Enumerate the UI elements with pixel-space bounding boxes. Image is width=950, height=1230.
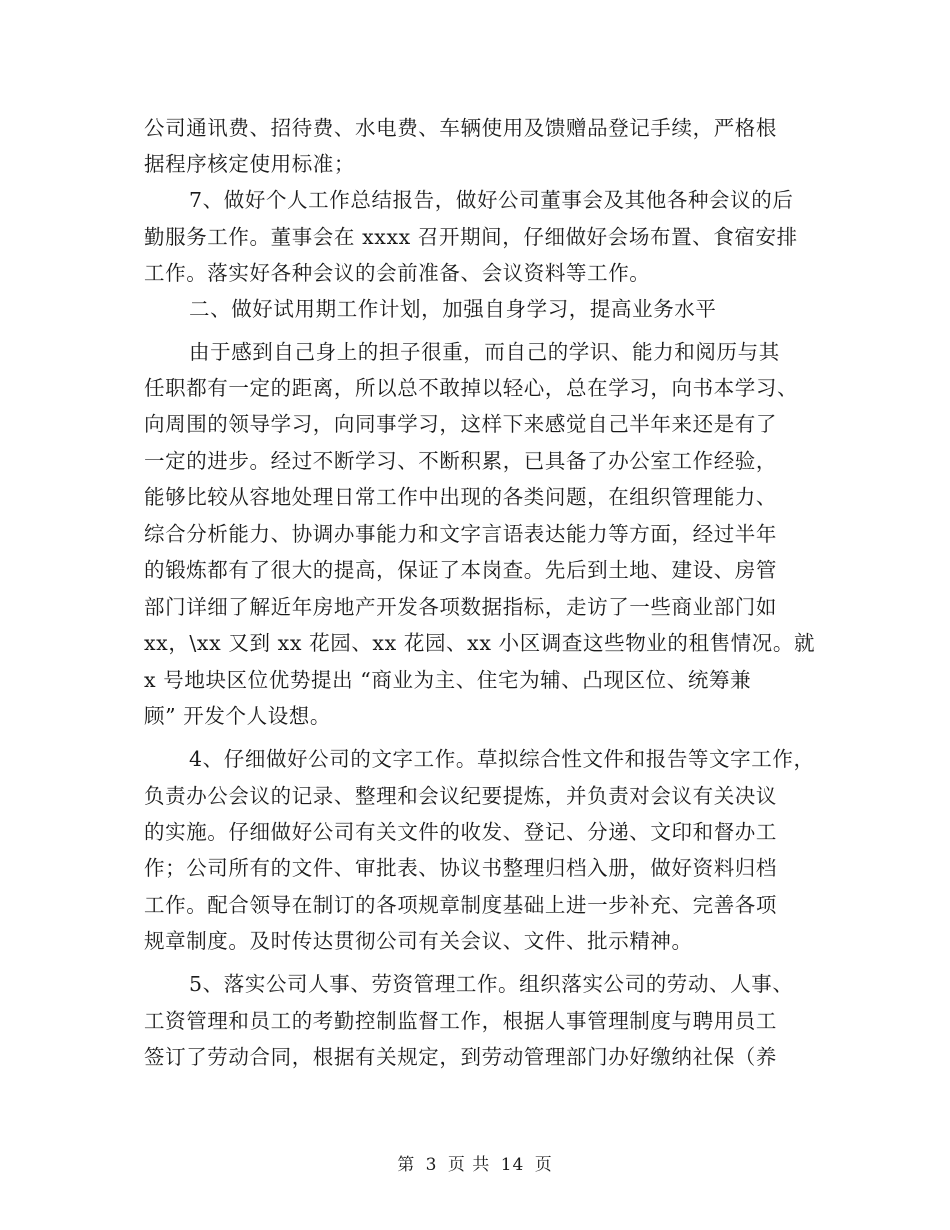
- body-line: 的锻炼都有了很大的提高，保证了本岗查。先后到土地、建设、房管: [144, 558, 777, 582]
- body-line: 4、仔细做好公司的文字工作。草拟综合性文件和报告等文字工作，: [189, 747, 815, 771]
- footer-suffix: 页: [534, 1155, 553, 1175]
- footer-prefix: 第: [397, 1155, 416, 1175]
- total-pages-number: 14: [500, 1155, 525, 1175]
- body-line: 5、落实公司人事、劳资管理工作。组织落实公司的劳动、人事、: [189, 972, 794, 996]
- body-line: 签订了劳动合同，根据有关规定，到劳动管理部门办好缴纳社保（养: [144, 1045, 777, 1069]
- body-line: 7、做好个人工作总结报告，做好公司董事会及其他各种会议的后: [189, 188, 794, 212]
- body-line: 据程序核定使用标准；: [144, 152, 355, 176]
- body-line: x 号地块区位优势提出 “商业为主、住宅为辅、凸现区位、统筹兼: [144, 668, 752, 692]
- body-line: xx，\xx 又到 xx 花园、xx 花园、xx 小区调查这些物业的租售情况。就: [144, 631, 816, 655]
- body-line: 部门详细了解近年房地产开发各项数据指标，走访了一些商业部门如: [144, 595, 777, 619]
- body-line: 任职都有一定的距离，所以总不敢掉以轻心，总在学习，向书本学习、: [144, 376, 799, 400]
- body-line: 负责办公会议的记录、整理和会议纪要提炼，并负责对会议有关决议: [144, 784, 777, 808]
- body-line: 一定的进步。经过不断学习、不断积累，已具备了办公室工作经验，: [144, 449, 777, 473]
- body-line: 工作。配合领导在制订的各项规章制度基础上进一步补充、完善各项: [144, 893, 777, 917]
- body-line: 顾” 开发个人设想。: [144, 704, 331, 728]
- body-line: 的实施。仔细做好公司有关文件的收发、登记、分递、文印和督办工: [144, 820, 777, 844]
- body-line: 工作。落实好各种会议的会前准备、会议资料等工作。: [144, 261, 651, 285]
- footer-mid: 页 共: [447, 1155, 491, 1175]
- body-line: 公司通讯费、招待费、水电费、车辆使用及馈赠品登记手续，严格根: [144, 116, 777, 140]
- section-heading: 二、做好试用期工作计划，加强自身学习，提高业务水平: [189, 297, 717, 321]
- body-line: 综合分析能力、协调办事能力和文字言语表达能力等方面，经过半年: [144, 522, 777, 546]
- body-line: 工资管理和员工的考勤控制监督工作，根据人事管理制度与聘用员工: [144, 1009, 777, 1033]
- body-line: 规章制度。及时传达贯彻公司有关会议、文件、批示精神。: [144, 929, 693, 953]
- current-page-number: 3: [425, 1155, 438, 1175]
- body-line: 由于感到自己身上的担子很重，而自己的学识、能力和阅历与其: [189, 340, 780, 364]
- body-line: 能够比较从容地处理日常工作中出现的各类问题，在组织管理能力、: [144, 485, 777, 509]
- body-line: 向周围的领导学习，向同事学习，这样下来感觉自己半年来还是有了: [144, 412, 777, 436]
- page-footer: [0, 1150, 950, 1175]
- body-line: 作；公司所有的文件、审批表、协议书整理归档入册，做好资料归档: [144, 856, 777, 880]
- body-line: 勤服务工作。董事会在 xxxx 召开期间，仔细做好会场布置、食宿安排: [144, 225, 798, 249]
